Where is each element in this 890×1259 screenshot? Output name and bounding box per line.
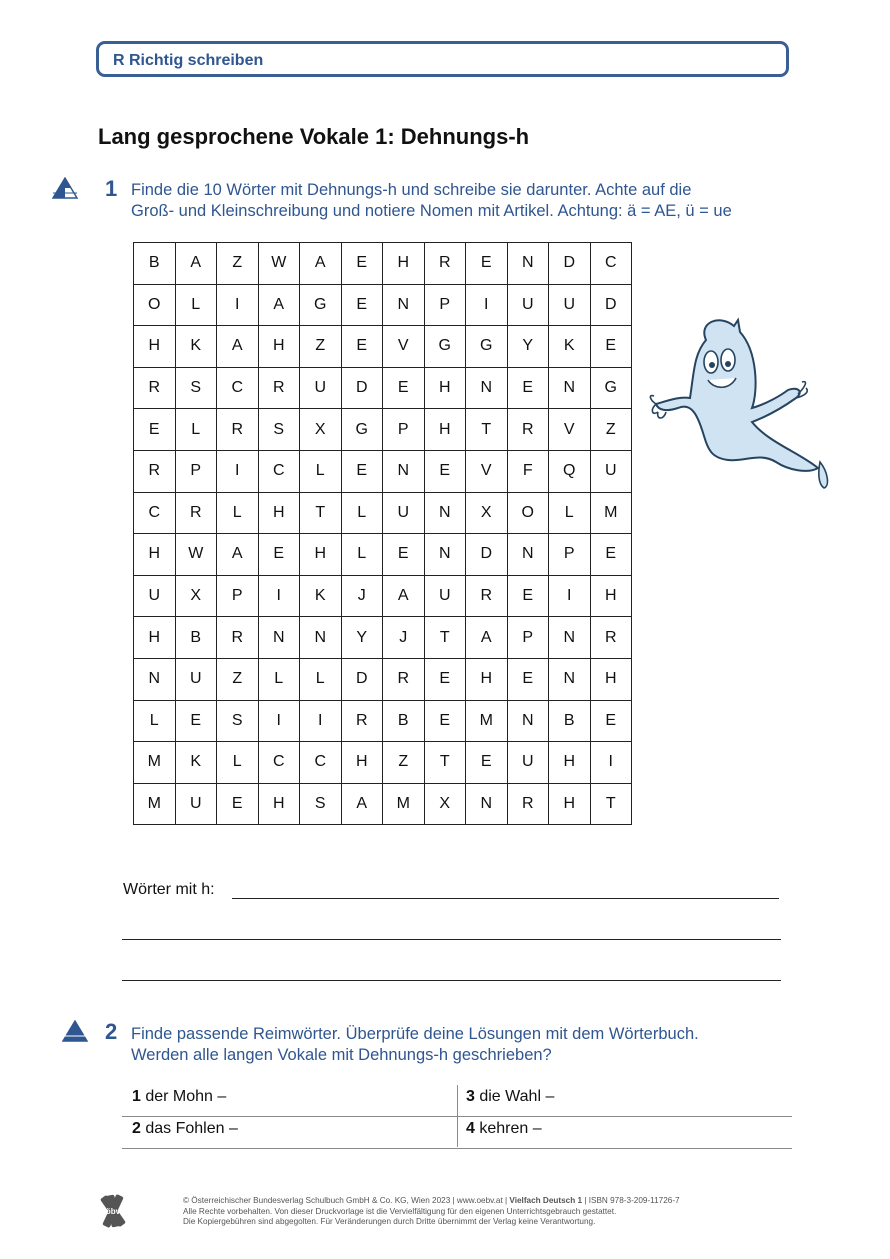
grid-cell[interactable]: E [507,575,549,617]
grid-cell[interactable]: L [217,492,259,534]
grid-cell[interactable]: L [175,409,217,451]
grid-cell[interactable]: Y [507,326,549,368]
grid-row [134,700,632,742]
grid-cell[interactable]: Z [300,326,342,368]
grid-cell[interactable]: N [424,534,466,576]
grid-cell[interactable]: U [134,575,176,617]
grid-cell[interactable]: C [300,742,342,784]
grid-cell[interactable]: U [300,367,342,409]
grid-cell[interactable]: U [507,742,549,784]
grid-cell[interactable]: E [424,450,466,492]
grid-cell[interactable]: D [549,243,591,285]
grid-cell[interactable]: M [383,783,425,825]
grid-cell[interactable]: K [175,742,217,784]
grid-cell[interactable]: A [341,783,383,825]
grid-cell[interactable]: E [383,534,425,576]
ghost-illustration [648,312,830,492]
grid-cell[interactable]: A [175,243,217,285]
grid-cell[interactable]: B [134,243,176,285]
grid-cell[interactable]: P [424,284,466,326]
grid-cell[interactable]: I [466,284,508,326]
grid-cell[interactable]: E [507,367,549,409]
grid-cell[interactable]: S [175,367,217,409]
answer-line-1[interactable] [232,898,779,899]
grid-cell[interactable]: E [466,742,508,784]
grid-cell[interactable]: G [424,326,466,368]
grid-cell[interactable]: C [258,450,300,492]
grid-cell[interactable]: E [134,409,176,451]
grid-cell[interactable]: I [300,700,342,742]
publisher-logo-text: öbv [105,1207,121,1216]
grid-cell[interactable]: K [175,326,217,368]
grid-cell[interactable]: R [134,450,176,492]
grid-cell[interactable]: S [217,700,259,742]
publisher-logo [96,1193,130,1229]
grid-cell[interactable]: M [466,700,508,742]
grid-cell[interactable]: A [258,284,300,326]
rhyme-item[interactable]: 3 die Wahl – [466,1088,555,1105]
grid-cell[interactable]: G [466,326,508,368]
grid-cell[interactable]: H [466,658,508,700]
grid-cell[interactable]: N [549,617,591,659]
grid-cell[interactable]: T [424,617,466,659]
grid-cell[interactable]: G [341,409,383,451]
grid-cell[interactable]: D [341,367,383,409]
grid-cell[interactable]: C [217,367,259,409]
grid-cell[interactable]: V [383,326,425,368]
grid-cell[interactable]: E [175,700,217,742]
grid-cell[interactable]: F [507,450,549,492]
answer-line-2[interactable] [122,939,781,940]
grid-cell[interactable]: X [175,575,217,617]
grid-cell[interactable]: R [590,617,632,659]
grid-cell[interactable]: S [258,409,300,451]
grid-cell[interactable]: E [258,534,300,576]
grid-cell[interactable]: U [383,492,425,534]
grid-cell[interactable]: K [300,575,342,617]
grid-cell[interactable]: N [507,243,549,285]
words-with-h-label: Wörter mit h: [123,881,215,898]
grid-cell[interactable]: E [341,243,383,285]
grid-cell[interactable]: I [258,575,300,617]
grid-cell[interactable]: H [134,617,176,659]
grid-cell[interactable]: R [507,409,549,451]
grid-row [134,367,632,409]
grid-row [134,783,632,825]
grid-cell[interactable]: L [134,700,176,742]
grid-cell[interactable]: E [466,243,508,285]
grid-row [134,492,632,534]
grid-cell[interactable]: X [300,409,342,451]
grid-cell[interactable]: T [590,783,632,825]
grid-cell[interactable]: K [549,326,591,368]
grid-cell[interactable]: H [258,326,300,368]
grid-cell[interactable]: H [590,575,632,617]
grid-cell[interactable]: E [507,658,549,700]
grid-cell[interactable]: P [383,409,425,451]
grid-cell[interactable]: L [341,534,383,576]
grid-cell[interactable]: E [341,450,383,492]
grid-cell[interactable]: R [466,575,508,617]
exercise-1-line-2: Groß- und Kleinschreibung und notiere Nomen mit Artikel. Achtung: ä = AE, ü = ue [131,202,732,220]
grid-cell[interactable]: R [383,658,425,700]
grid-cell[interactable]: Z [590,409,632,451]
word-search-grid [133,242,632,825]
grid-cell[interactable]: R [217,617,259,659]
exercise-2-number: 2 [105,1019,118,1044]
grid-cell[interactable]: X [424,783,466,825]
grid-cell[interactable]: U [507,284,549,326]
grid-cell[interactable]: E [341,326,383,368]
grid-cell[interactable]: H [258,783,300,825]
grid-cell[interactable]: R [341,700,383,742]
grid-cell[interactable]: S [300,783,342,825]
exercise-2-instructions [131,1024,699,1066]
grid-row [134,575,632,617]
exercise-2-line-2: Werden alle langen Vokale mit Dehnungs-h geschrieben? [131,1046,552,1064]
grid-cell[interactable]: T [466,409,508,451]
grid-cell[interactable]: I [258,700,300,742]
grid-cell[interactable]: A [217,534,259,576]
grid-cell[interactable]: L [300,658,342,700]
section-header-box [96,41,789,77]
grid-cell[interactable]: R [507,783,549,825]
grid-cell[interactable]: I [549,575,591,617]
grid-cell[interactable]: H [258,492,300,534]
grid-cell[interactable]: H [383,243,425,285]
difficulty-triangle-icon [62,1020,88,1042]
grid-cell[interactable]: H [300,534,342,576]
grid-cell[interactable]: E [590,534,632,576]
grid-cell[interactable]: A [217,326,259,368]
grid-cell[interactable]: H [549,783,591,825]
grid-cell[interactable]: H [549,742,591,784]
grid-cell[interactable]: H [590,658,632,700]
grid-cell[interactable]: N [383,284,425,326]
difficulty-triangle-icon [52,177,78,199]
grid-cell[interactable]: O [134,284,176,326]
page-title: Lang gesprochene Vokale 1: Dehnungs-h [98,124,530,149]
grid-cell[interactable]: E [383,367,425,409]
grid-row [134,284,632,326]
section-header-label: R Richtig schreiben [113,52,264,69]
grid-cell[interactable]: W [258,243,300,285]
grid-cell[interactable]: Y [341,617,383,659]
grid-cell[interactable]: A [466,617,508,659]
grid-cell[interactable]: J [341,575,383,617]
grid-cell[interactable]: H [134,326,176,368]
grid-cell[interactable]: M [134,742,176,784]
grid-cell[interactable]: N [507,534,549,576]
grid-cell[interactable]: L [217,742,259,784]
rhyme-item[interactable]: 4 kehren – [466,1120,542,1137]
grid-cell[interactable]: M [134,783,176,825]
grid-cell[interactable]: U [175,658,217,700]
grid-cell[interactable]: L [175,284,217,326]
grid-cell[interactable]: D [466,534,508,576]
grid-cell[interactable]: E [590,700,632,742]
grid-cell[interactable]: N [134,658,176,700]
grid-cell[interactable]: J [383,617,425,659]
grid-cell[interactable]: Z [217,243,259,285]
grid-cell[interactable]: R [217,409,259,451]
grid-cell[interactable]: E [217,783,259,825]
grid-cell[interactable]: E [341,284,383,326]
grid-cell[interactable]: N [300,617,342,659]
footer-line-3: Die Kopiergebühren sind abgegolten. Für Veränderungen durch Dritte übernimmt der Verlag keine Verantwortung. [183,1217,596,1226]
grid-cell[interactable]: P [217,575,259,617]
grid-cell[interactable]: N [466,367,508,409]
grid-cell[interactable]: H [134,534,176,576]
grid-cell[interactable]: L [549,492,591,534]
rhyme-item[interactable]: 1 der Mohn – [132,1088,227,1105]
grid-cell[interactable]: N [383,450,425,492]
rhyme-table [122,1085,792,1149]
grid-cell[interactable]: H [424,367,466,409]
grid-cell[interactable]: M [590,492,632,534]
grid-cell[interactable]: B [383,700,425,742]
grid-cell[interactable]: U [590,450,632,492]
grid-cell[interactable]: N [549,658,591,700]
grid-row [134,617,632,659]
answer-line-3[interactable] [122,980,781,981]
grid-cell[interactable]: A [383,575,425,617]
grid-cell[interactable]: Z [383,742,425,784]
grid-cell[interactable]: W [175,534,217,576]
grid-cell[interactable]: A [300,243,342,285]
grid-cell[interactable]: D [341,658,383,700]
grid-cell[interactable]: E [424,658,466,700]
grid-cell[interactable]: C [134,492,176,534]
grid-cell[interactable]: U [549,284,591,326]
grid-cell[interactable]: Q [549,450,591,492]
footer-line-2: Alle Rechte vorbehalten. Von dieser Druckvorlage ist die Vervielfältigung für den eigenen Unterrichtsgebrauch gestattet. [183,1206,617,1216]
grid-row [134,326,632,368]
grid-cell[interactable]: N [507,700,549,742]
grid-cell[interactable]: B [175,617,217,659]
grid-cell[interactable]: U [175,783,217,825]
grid-row [134,742,632,784]
grid-cell[interactable]: I [590,742,632,784]
grid-cell[interactable]: U [424,575,466,617]
grid-cell[interactable]: T [424,742,466,784]
grid-cell[interactable]: G [590,367,632,409]
footer-line-1: © Österreichischer Bundesverlag Schulbuch GmbH & Co. KG, Wien 2023 | www.oebv.at | Vielfach Deutsch 1 | ISBN 978-3-209-11726-7 [183,1196,680,1205]
exercise-1-number: 1 [105,176,118,201]
grid-cell[interactable]: D [590,284,632,326]
grid-cell[interactable]: V [549,409,591,451]
exercise-2-line-1: Finde passende Reimwörter. Überprüfe deine Lösungen mit dem Wörterbuch. [131,1025,699,1043]
grid-cell[interactable]: N [258,617,300,659]
grid-cell[interactable]: R [424,243,466,285]
grid-cell[interactable]: V [466,450,508,492]
rhyme-item[interactable]: 2 das Fohlen – [132,1120,238,1137]
grid-cell[interactable]: P [549,534,591,576]
exercise-1-line-1: Finde die 10 Wörter mit Dehnungs-h und schreibe sie darunter. Achte auf die [131,181,692,199]
grid-cell[interactable]: R [134,367,176,409]
grid-cell[interactable]: P [507,617,549,659]
grid-cell[interactable]: I [217,284,259,326]
rhyme-row [122,1117,792,1149]
grid-row [134,450,632,492]
grid-cell[interactable]: L [341,492,383,534]
grid-row [134,534,632,576]
grid-cell[interactable]: B [549,700,591,742]
grid-row [134,243,632,285]
grid-cell[interactable]: E [590,326,632,368]
grid-row [134,409,632,451]
grid-cell[interactable]: N [424,492,466,534]
grid-cell[interactable]: T [300,492,342,534]
grid-row [134,658,632,700]
grid-cell[interactable]: O [507,492,549,534]
copyright-footer [183,1196,680,1228]
grid-cell[interactable]: R [258,367,300,409]
grid-cell[interactable]: I [217,450,259,492]
grid-cell[interactable]: E [424,700,466,742]
grid-cell[interactable]: N [549,367,591,409]
grid-cell[interactable]: G [300,284,342,326]
rhyme-row [122,1085,792,1117]
grid-cell[interactable]: C [590,243,632,285]
grid-cell[interactable]: H [341,742,383,784]
grid-cell[interactable]: L [300,450,342,492]
grid-cell[interactable]: Z [217,658,259,700]
grid-cell[interactable]: X [466,492,508,534]
grid-cell[interactable]: L [258,658,300,700]
grid-cell[interactable]: N [466,783,508,825]
grid-cell[interactable]: P [175,450,217,492]
grid-cell[interactable]: C [258,742,300,784]
grid-cell[interactable]: H [424,409,466,451]
grid-cell[interactable]: R [175,492,217,534]
exercise-1-instructions [131,180,732,222]
